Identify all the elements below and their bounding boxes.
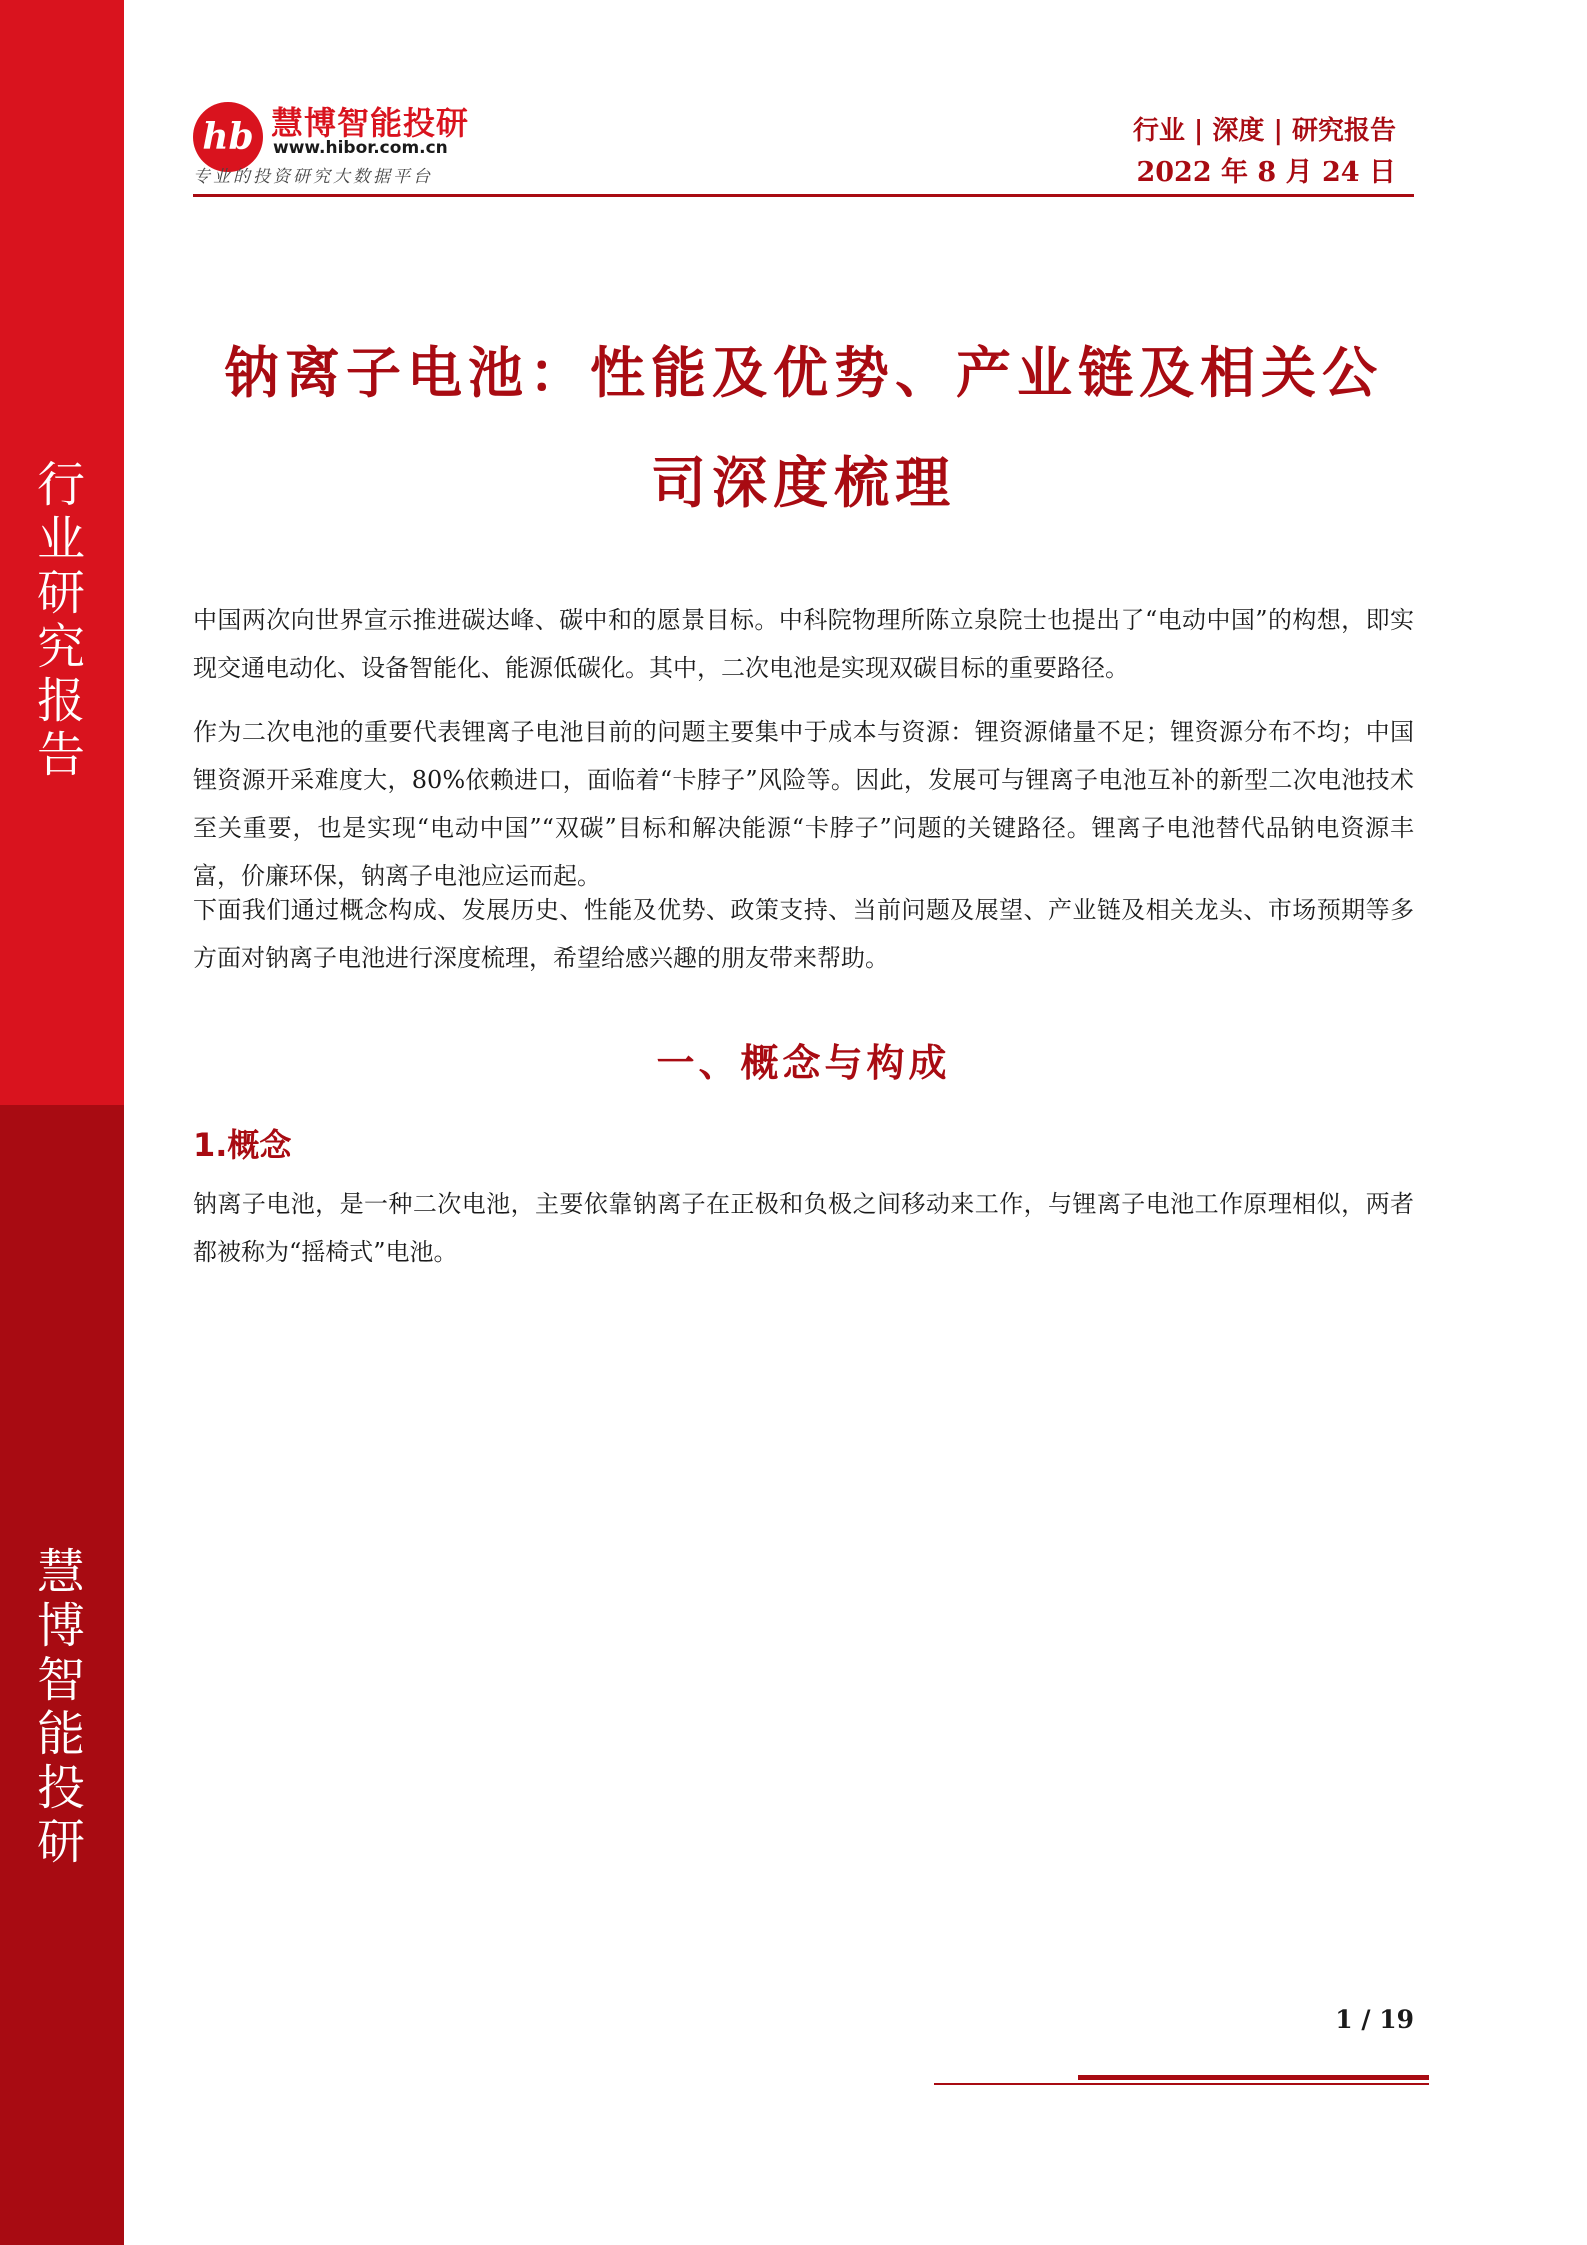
title-line-1: 钠离子电池：性能及优势、产业链及相关公	[223, 341, 1383, 405]
footer-rule-thick	[1078, 2075, 1429, 2080]
logo-url: www.hibor.com.cn	[273, 138, 448, 158]
sidebar-top-label	[0, 458, 124, 782]
report-category: 行业 | 深度 | 研究报告	[1132, 116, 1396, 146]
subsection-heading: 1.概念	[193, 1126, 292, 1164]
document-title	[193, 318, 1414, 538]
footer-rule-thin	[934, 2083, 1429, 2085]
sidebar-top-char: 报	[36, 673, 87, 729]
sidebar-top-char: 究	[36, 619, 87, 675]
logo-name: 慧博智能投研	[271, 104, 470, 142]
sidebar-top-char: 业	[36, 511, 87, 567]
report-meta	[1133, 110, 1396, 194]
sidebar-top-char: 研	[36, 565, 87, 621]
concept-paragraph: 钠离子电池，是一种二次电池，主要依靠钠离子在正极和负极之间移动来工作，与锂离子电池工作原理相似，两者都被称为“摇椅式”电池。	[193, 1190, 1414, 1266]
sidebar-bottom-label	[0, 1545, 124, 1869]
sidebar-bottom-char: 博	[36, 1598, 87, 1654]
sidebar-bottom-char: 慧	[36, 1544, 87, 1600]
intro-paragraph-2: 作为二次电池的重要代表锂离子电池目前的问题主要集中于成本与资源：锂资源储量不足；锂资源分布不均；中国锂资源开采难度大，80%依赖进口，面临着“卡脖子”风险等。因此，发展可与锂离子电池互补的新型二次电池技术至关重要，也是实现“电动中国”“双碳”目标和解决能源“卡脖子”问题的关键路径。锂离子电池替代品钠电资源丰富，价廉环保，钠离子电池应运而起。	[193, 718, 1414, 890]
header-divider	[193, 194, 1414, 197]
intro-paragraph-3: 下面我们通过概念构成、发展历史、性能及优势、政策支持、当前问题及展望、产业链及相关龙头、市场预期等多方面对钠离子电池进行深度梳理，希望给感兴趣的朋友带来帮助。	[193, 896, 1414, 972]
title-line-2: 司深度梳理	[650, 451, 956, 515]
intro-paragraph-1: 中国两次向世界宣示推进碳达峰、碳中和的愿景目标。中科院物理所陈立泉院士也提出了“电动中国”的构想，即实现交通电动化、设备智能化、能源低碳化。其中，二次电池是实现双碳目标的重要路径。	[193, 606, 1414, 682]
sidebar-bottom-char: 研	[36, 1814, 87, 1870]
logo-slogan: 专业的投资研究大数据平台	[193, 167, 433, 187]
svg-text:hb: hb	[202, 116, 254, 158]
sidebar-bottom-char: 投	[36, 1760, 87, 1816]
section-heading: 一、概念与构成	[656, 1041, 951, 1085]
sidebar-top-char: 行	[36, 457, 87, 513]
sidebar-bottom-char: 智	[36, 1652, 87, 1708]
sidebar-top-char: 告	[36, 727, 87, 783]
report-date: 2022 年 8 月 24 日	[1136, 157, 1396, 188]
page-number: 1 / 19	[1335, 2005, 1414, 2034]
sidebar-bottom-char: 能	[36, 1706, 87, 1762]
